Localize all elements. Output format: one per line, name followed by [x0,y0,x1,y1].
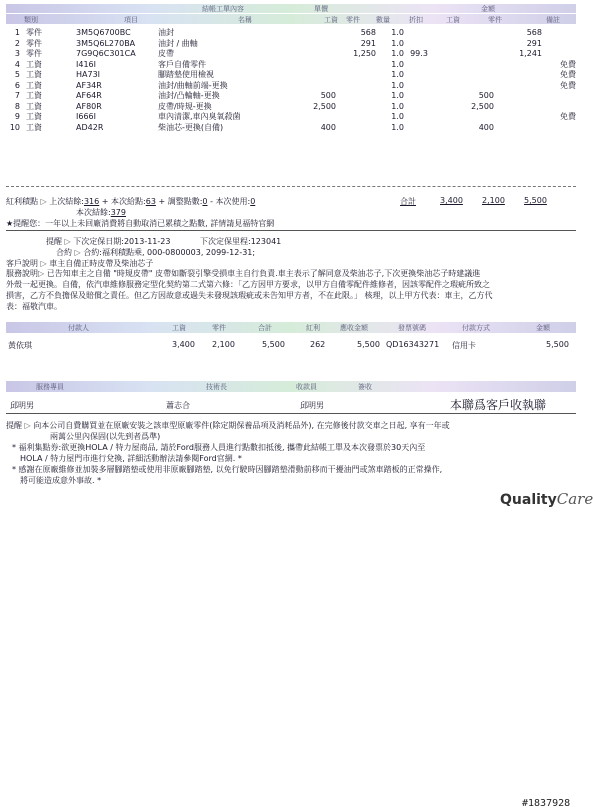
cell-labor-price: 500 [320,91,336,100]
col-item: 項目 [124,16,138,24]
cell-labor-amt: 2,500 [471,101,494,111]
divider [6,230,576,231]
cell-part-amt: 291 [526,38,542,48]
cell-part-amt [494,70,542,81]
cell-part-amt: 1,241 [519,49,542,58]
cell-labor-price [288,49,336,60]
cell-remark [542,49,576,60]
cell-type: 工資 [26,122,42,132]
cell-code: 3M5Q6700BC [76,28,131,37]
points-adjust-label: + 調整點數: [158,197,203,206]
cell-discount [404,91,434,102]
cell-no: 6 [14,80,20,90]
cell-code: 7G9Q6C301CA [76,49,136,58]
cell-remark: 免費 [560,112,576,121]
table-row [6,49,576,60]
cell-type: 零件 [26,38,42,48]
watermark-id: #1837928 [522,798,571,809]
cell-type: 工資 [26,112,42,121]
table-row [6,123,576,134]
cell-labor-amt [434,60,494,71]
cell-part-amt [494,102,542,113]
cell-part-price [336,70,376,81]
points-used: 0 [250,197,256,206]
col-labor-price: 工資 [324,16,338,24]
table-row [6,112,576,123]
divider [6,413,576,414]
points-label: 紅利積點 [6,197,38,206]
cell-name: 皮帶 [158,49,174,58]
subtotal-total: 5,500 [524,196,547,205]
subtotal-parts: 2,100 [482,196,505,205]
table-row [6,70,576,81]
logo-quality: Quality [500,492,557,508]
cell-labor-price [288,28,336,39]
col-method: 付款方式 [462,324,490,332]
cell-part-price: 1,250 [353,49,376,58]
footer-label: 提醒 [6,421,22,430]
next-date: 2013-11-23 [123,237,171,246]
next-date-label: 下次定保日期: [73,237,124,246]
payment-header-row [6,322,576,333]
subtotal-labor: 3,400 [440,196,463,205]
subtotal-label: 合計 [400,197,416,206]
col-pay-parts: 零件 [212,324,226,332]
cell-remark: 免費 [560,70,576,79]
cell-no: 1 [14,28,20,37]
reminder-label: 提醒 [46,237,62,246]
logo-care: Care [556,490,593,508]
cell-remark [542,102,576,113]
cell-type: 工資 [26,59,42,69]
cell-remark [542,123,576,134]
pay-labor: 3,400 [172,340,195,349]
cell-no: 7 [14,91,20,100]
cell-labor-price: 400 [320,122,336,132]
cell-name: 油封/凸輪軸-更換 [158,91,220,100]
cell-part-price [336,112,376,123]
cell-qty: 1.0 [391,122,404,132]
invoice-number: QD16343271 [386,340,440,349]
cell-discount [404,112,434,123]
next-km: 123041 [250,237,282,246]
points-line: 紅利積點 ▷ 上次結餘:316 + 本次給點:63 + 調整點數:0 - 本次使用:0 [6,197,256,206]
tech-name: 蕭志合 [166,401,190,410]
table-row [6,60,576,71]
points-prev: 316 [83,197,100,206]
cell-discount [404,70,434,81]
cell-labor-amt [434,39,494,50]
cell-name: 腳踏墊使用檢視 [158,70,214,79]
cell-code: AF64R [76,91,102,100]
cell-labor-amt [434,70,494,81]
col-type: 類別 [24,16,38,24]
cell-code: AF80R [76,101,102,111]
cell-labor-amt [434,28,494,39]
section-title: 結帳工單內容 [202,5,244,13]
reminder-line: 提醒 ▷ 下次定保日期:2013-11-23 [46,237,171,246]
col-pay-points: 紅利 [306,324,320,332]
points-adjust: 0 [202,197,208,206]
cell-part-price [336,91,376,102]
col-payer: 付款人 [68,324,89,332]
pay-subtotal: 5,500 [262,340,285,349]
cell-name: 車內清潔,車內臭氧殺菌 [158,112,241,121]
customer-desc-line: 客戶說明 ▷ 車主自備正時皮帶及柴油芯子 [6,259,154,268]
cell-discount [404,28,434,39]
col-part-amt: 零件 [488,16,502,24]
pay-points: 262 [310,340,326,349]
cell-labor-amt [434,112,494,123]
col-labor-amt: 工資 [446,16,460,24]
col-qty: 數量 [376,16,390,24]
cell-part-price: 568 [360,28,376,37]
contract-line: 合約 ▷ 合約:福利積點乘, 000-0800003, 2099-12-31; [56,248,256,257]
table-row [6,39,576,50]
col-pay-amount: 應收金額 [340,324,368,332]
cell-no: 8 [14,101,20,111]
cell-remark [542,39,576,50]
cell-part-price [336,60,376,71]
col-remark: 備註 [546,16,560,24]
service-desc-line-3: 損害，乙方不負擔保及賠償之責任。但乙方因故意或過失未發現該瑕疵或未告知甲方者，不在此限。」 核理，以上甲方代表：車主，乙方代 [6,291,493,300]
col-name: 名稱 [238,16,252,24]
cell-name: 柴油芯-更換(自備) [158,122,224,132]
cell-discount [404,81,434,92]
col-pay-labor: 工資 [172,324,186,332]
points-given: 63 [145,197,156,206]
quality-care-logo [500,490,593,508]
service-desc-line-4: 表：福敬汽車。 [6,302,62,311]
points-balance-label: 本次結餘: [76,208,111,217]
contract-text: 合約:福利積點乘, 000-0800003, 2099-12-31; [83,248,256,257]
cell-part-amt [494,81,542,92]
payer: 黃依琪 [8,341,32,350]
cell-labor-price [288,70,336,81]
pay-method: 信用卡 [452,341,476,350]
cell-qty: 1.0 [391,112,404,121]
cell-type: 工資 [26,91,42,100]
col-advisor: 服務專員 [36,383,64,391]
cell-qty: 1.0 [391,28,404,37]
cell-labor-price [288,81,336,92]
divider [6,186,576,187]
col-discount: 折扣 [409,16,423,24]
cell-discount [404,60,434,71]
cell-type: 工資 [26,80,42,90]
cell-type: 零件 [26,28,42,37]
points-prev-label: 上次結餘: [49,197,84,206]
points-balance: 379 [110,208,126,217]
cell-part-amt [494,91,542,102]
cell-type: 工資 [26,70,42,79]
cell-qty: 1.0 [391,38,404,48]
cell-name: 油封/曲軸前端-更換 [158,80,228,90]
cell-labor-amt [434,81,494,92]
next-km-line [200,236,281,247]
cell-code: 3M5Q6L270BA [76,38,136,48]
points-given-label: + 本次給點: [101,197,146,206]
cell-no: 10 [9,122,20,132]
service-desc-line-1: 已告知車主之自備 "時規皮帶" 皮帶如斷裂引擎受損車主自行負責.車主表示了解同意及柴油芯子,下次更換柴油芯子時建議進 [46,269,481,278]
cell-remark [542,28,576,39]
cell-code: I416I [76,59,96,69]
col-tech: 技術長 [206,383,227,391]
cell-name: 油封 / 曲軸 [158,38,198,48]
col-amount: 金額 [536,324,550,332]
cell-labor-amt: 500 [478,91,494,100]
contract-label: 合約 [56,248,72,257]
cell-discount [404,102,434,113]
cell-part-price [336,81,376,92]
items-header-row [6,14,576,24]
cell-discount: 99.3 [410,49,428,58]
table-row [6,28,576,39]
cell-remark: 免費 [560,80,576,90]
footer-line-3: * 福利集點券:欲更換HOLA / 特力屋商品, 請於Ford服務人員進行點數扣抵後, 攜帶此結帳工單及本次發票於30天內至 [12,443,426,452]
cell-part-price [336,102,376,113]
col-sign: 簽收 [358,383,372,391]
cell-qty: 1.0 [391,101,404,111]
service-desc-block: 服務說明▷ 已告知車主之自備 "時規皮帶" 皮帶如斷裂引擎受損車主自行負責.車主表示了解同意及柴油芯子,下次更換柴油芯子時建議進 外殼一起更換。自備，依汽車維修服務定型化契約第二式第六條：「乙方因甲方要求，以甲方自備零配件維修者，因該零配件之瑕疵所致之 損害，乙方不負擔保及賠償之責任。但乙方因故意或過失未發現該瑕疵或未告知甲方者，不在此限。」 核理，以上甲方代表：車主，乙方代 表：福敬汽車。 [6,268,578,312]
points-used-label: - 本次使用: [210,197,251,206]
cell-type: 零件 [26,49,42,58]
cell-qty: 1.0 [391,70,404,79]
col-invoice: 發票號碼 [398,324,426,332]
cell-part-amt: 568 [526,28,542,37]
pay-parts: 2,100 [212,340,235,349]
cell-remark: 免費 [560,59,576,69]
points-notice: ★提醒您：一年以上未回廠消費將自動取消已累積之點數, 詳情請見福特官網 [6,219,275,228]
cell-type: 工資 [26,101,42,111]
cell-name: 皮帶/時規-更換 [158,101,212,111]
cell-labor-amt [434,49,494,60]
pay-amount: 5,500 [357,340,380,349]
cell-labor-price [288,60,336,71]
table-row [6,102,576,113]
cell-code: HA73I [76,70,101,79]
cell-qty: 1.0 [391,49,404,58]
cell-no: 4 [14,59,20,69]
customer-desc-text: 車主自備正時皮帶及柴油芯子 [49,259,154,268]
customer-desc-label: 客戶說明 [6,259,38,268]
items-table [6,28,576,133]
cell-part-amt [494,123,542,134]
cell-qty: 1.0 [391,80,404,90]
cell-name: 油封 [158,28,174,37]
cell-part-price [336,123,376,134]
cell-qty: 1.0 [391,59,404,69]
cell-no: 3 [14,49,20,58]
cell-labor-amt: 400 [478,122,494,132]
advisor-name: 邱明男 [10,401,34,410]
cell-code: AD42R [76,122,104,132]
cell-no: 9 [14,112,20,121]
next-km-label: 下次定保里程: [200,237,251,246]
cashier-name: 邱明男 [300,401,324,410]
footer-line-1: 向本公司自費購買並在原廠安裝之該車型原廠零件(除定期保養品項及消耗品外), 在完修後付款交車之日起, 享有一年或 [33,421,450,430]
footer-notes: 提醒 ▷ 向本公司自費購買並在原廠安裝之該車型原廠零件(除定期保養品項及消耗品外), 在完修後付款交車之日起, 享有一年或 兩萬公里內保固(以先到者爲準) * 福利集點券:欲更換HOLA / 特力屋商品, 請於Ford服務人員進行點數扣抵後, 攜帶此結帳工單及本次發票於30天內至 HOLA / 特力屋門市進行兌換, 詳細活動辦法請參閱Ford官網. * * 感謝在原廠維修並加裝多層腳踏墊或使用非原廠腳踏墊, 以免行駛時因腳踏墊滑動前移而干擾油門或煞車踏板的正常操作, 將可能造成意外事故. * [6,421,450,485]
col-pay-subtotal: 合計 [258,324,272,332]
footer-line-5: * 感謝在原廠維修並加裝多層腳踏墊或使用非原廠腳踏墊, 以免行駛時因腳踏墊滑動前移而干擾油門或煞車踏板的正常操作, [12,465,443,474]
cell-labor-price: 2,500 [313,101,336,111]
cell-discount [404,39,434,50]
customer-copy-stamp: 本聯爲客戶收執聯 [450,398,547,412]
table-row [6,91,576,102]
footer-line-6: 將可能造成意外事故. * [20,476,102,485]
items-section-bar [6,4,576,13]
footer-line-4: HOLA / 特力屋門市進行兌換, 詳細活動辦法請參閱Ford官網. * [20,454,242,463]
footer-line-2: 兩萬公里內保固(以先到者爲準) [50,432,161,441]
cell-no: 2 [14,38,20,48]
amount-group: 金額 [481,5,495,13]
points-balance-line [76,207,126,218]
col-part-price: 零件 [346,16,360,24]
cell-no: 5 [14,70,20,79]
cell-remark [542,91,576,102]
service-desc-line-2: 外殼一起更換。自備，依汽車維修服務定型化契約第二式第六條：「乙方因甲方要求，以甲方自備零配件維修者，因該零配件之瑕疵所致之 [6,280,490,289]
cell-labor-price [288,39,336,50]
table-row [6,81,576,92]
service-desc-label: 服務說明 [6,269,38,278]
cell-code: I666I [76,112,96,121]
cell-part-price: 291 [360,38,376,48]
cell-discount [404,123,434,134]
sign-header-row [6,381,576,392]
col-cashier: 收款員 [296,383,317,391]
cell-qty: 1.0 [391,91,404,100]
unit-price-group: 單價 [314,5,328,13]
paid-amount: 5,500 [546,340,569,349]
cell-name: 客戶自備零件 [158,59,206,69]
cell-code: AF34R [76,80,102,90]
cell-part-amt [494,60,542,71]
cell-part-amt [494,112,542,123]
cell-labor-price [288,112,336,123]
